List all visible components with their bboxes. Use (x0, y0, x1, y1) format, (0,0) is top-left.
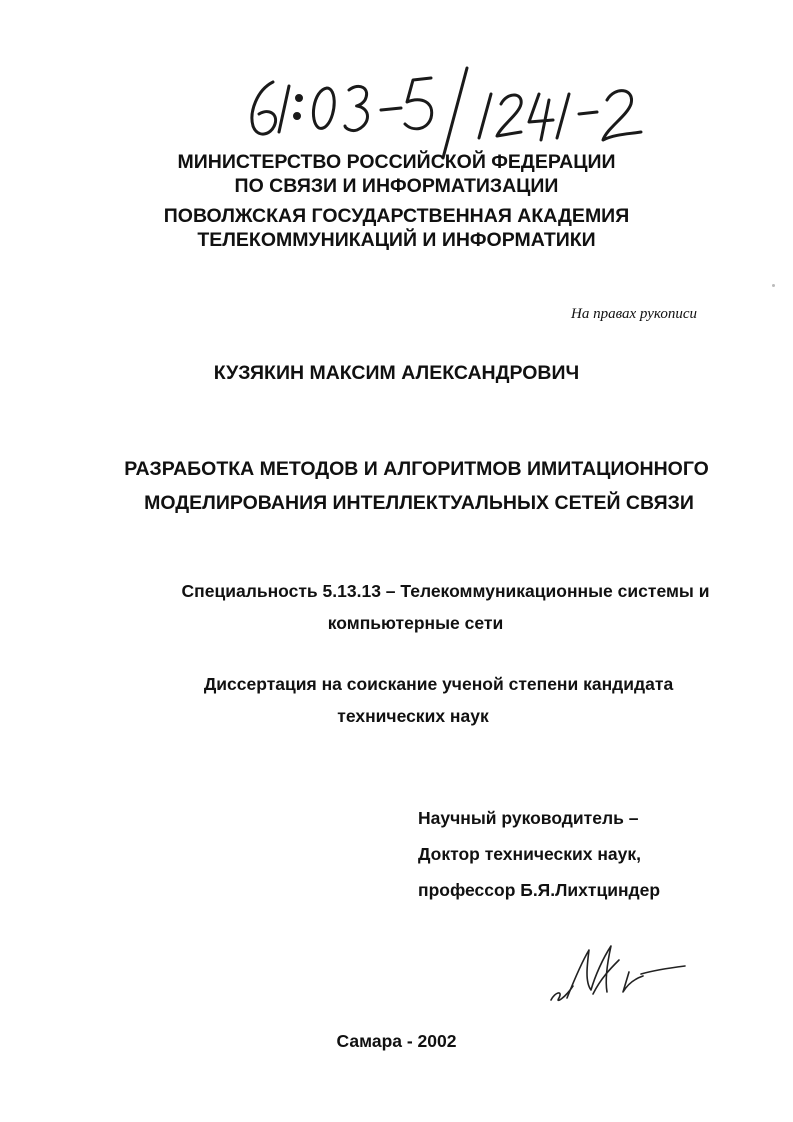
rights-note: На правах рукописи (571, 306, 697, 322)
degree-line-2: технических наук (337, 706, 489, 726)
title-line-1: РАЗРАБОТКА МЕТОДОВ И АЛГОРИТМОВ ИМИТАЦИОННОГО (124, 458, 709, 480)
supervisor-line-1: Научный руководитель – (418, 808, 639, 828)
title-line-2: МОДЕЛИРОВАНИЯ ИНТЕЛЛЕКТУАЛЬНЫХ СЕТЕЙ СВЯЗИ (144, 492, 694, 514)
academy-heading (0, 204, 793, 252)
ministry-heading (0, 150, 793, 198)
specialty-line-1: Специальность 5.13.13 – Телекоммуникационные системы и (181, 581, 710, 601)
dissertation-title (0, 452, 793, 520)
ministry-line-2: ПО СВЯЗИ И ИНФОРМАТИЗАЦИИ (234, 175, 559, 197)
supervisor-line-3: профессор Б.Я.Лихтциндер (418, 880, 661, 900)
author-name: КУЗЯКИН МАКСИМ АЛЕКСАНДРОВИЧ (213, 362, 580, 384)
supervisor-block (418, 800, 660, 908)
academy-line-2: ТЕЛЕКОММУНИКАЦИЙ И ИНФОРМАТИКИ (197, 229, 596, 251)
handwritten-archive-number (235, 60, 645, 160)
city-year: Самара - 2002 (336, 1031, 457, 1051)
academy-line-1: ПОВОЛЖСКАЯ ГОСУДАРСТВЕННАЯ АКАДЕМИЯ (163, 205, 630, 227)
specialty-line-2: компьютерные сети (327, 613, 504, 633)
scan-speck (772, 284, 775, 287)
degree-statement (0, 668, 793, 732)
specialty (0, 575, 793, 639)
supervisor-line-2: Доктор технических наук, (418, 844, 642, 864)
ministry-line-1: МИНИСТЕРСТВО РОССИЙСКОЙ ФЕДЕРАЦИИ (177, 151, 616, 173)
degree-line-1: Диссертация на соискание ученой степени кандидата (203, 674, 674, 694)
signature (545, 938, 690, 1013)
